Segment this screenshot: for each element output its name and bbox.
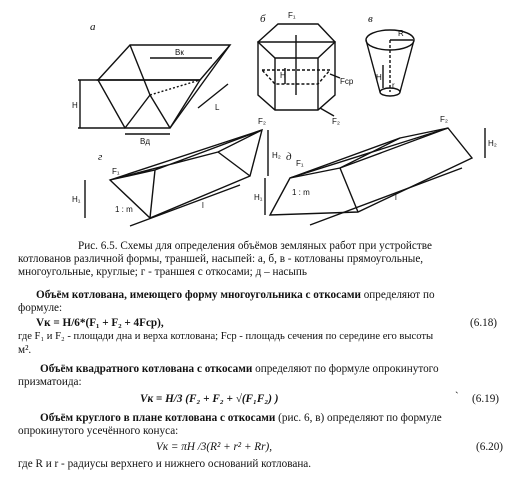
equation-6-18-number: (6.18) bbox=[470, 317, 498, 329]
dim-Bk: Bк bbox=[175, 48, 184, 57]
equation-6-18: Vк = H/6*(F₁ + F₂ + 4Fср), bbox=[36, 317, 164, 329]
dim-H-v: H bbox=[376, 73, 382, 82]
dim-Bd: Bд bbox=[140, 137, 151, 146]
fig-label-v: в bbox=[368, 13, 373, 25]
dim-F1-b: F₁ bbox=[288, 11, 296, 20]
caption-line-1: Рис. 6.5. Схемы для определения объёмов земляных работ при устройстве bbox=[78, 240, 432, 252]
caption-line-3: многоугольные, круглые; г - траншея с откосами; д – насыпь bbox=[18, 266, 307, 278]
paragraph-4 bbox=[40, 412, 442, 425]
dim-r: r bbox=[392, 81, 395, 90]
dim-H-b: H bbox=[280, 71, 286, 80]
paragraph-2-line-2: м². bbox=[18, 344, 32, 356]
dim-F1-d: F₁ bbox=[296, 159, 304, 168]
paragraph-1-rest: определяют по bbox=[360, 289, 435, 301]
dim-H2-g: H₂ bbox=[272, 151, 281, 160]
paragraph-4-bold: Объём круглого в плане котлована с откосами bbox=[40, 412, 276, 424]
paragraph-3-rest: определяют по формуле опрокинутого bbox=[252, 363, 439, 375]
paragraph-3 bbox=[40, 363, 439, 376]
dim-F1-g: F₁ bbox=[112, 167, 120, 176]
fig-label-g: г bbox=[98, 151, 103, 163]
equation-6-19-number: (6.19) bbox=[472, 393, 500, 405]
paragraph-3-line-2: призматоида: bbox=[18, 376, 82, 388]
dim-l-g: l bbox=[202, 201, 204, 210]
paragraph-4-line-2: опрокинутого усечённого конуса: bbox=[18, 425, 179, 437]
dim-H1-g: H₁ bbox=[72, 195, 81, 204]
paragraph-2: где F₁ и F₂ - площади дна и верха котлована; Fср - площадь сечения по середине его высоты bbox=[18, 331, 434, 342]
fig-label-d: д bbox=[286, 151, 292, 163]
dim-Fcp: Fср bbox=[340, 77, 354, 86]
paragraph-1-bold: Объём котлована, имеющего форму многоугольника с откосами bbox=[36, 289, 361, 301]
equation-6-20-number: (6.20) bbox=[476, 441, 504, 453]
caption-line-2: котлованов различной формы, траншей, насыпей: а, б, в - котлованы прямоугольные, bbox=[18, 253, 424, 265]
paragraph-1 bbox=[36, 289, 435, 302]
paragraph-5: где R и r - радиусы верхнего и нижнего оснований котлована. bbox=[18, 458, 312, 470]
dim-F2-b: F₂ bbox=[332, 117, 340, 126]
equation-6-19: Vк = H/3 (F₂ + F₂ + √(F₁F₂) ) bbox=[140, 393, 279, 405]
equation-6-19-tick: ` bbox=[455, 391, 459, 403]
slope-d: 1 : m bbox=[292, 188, 310, 197]
dim-F2-g: F₂ bbox=[258, 117, 266, 126]
dim-L: L bbox=[215, 103, 220, 112]
fig-label-a: а bbox=[90, 21, 96, 33]
dim-F2-d: F₂ bbox=[440, 115, 448, 124]
dim-H2-d: H₂ bbox=[488, 139, 497, 148]
dim-H-a: H bbox=[72, 101, 78, 110]
dim-l-d: l bbox=[395, 193, 397, 202]
slope-g: 1 : m bbox=[115, 205, 133, 214]
dim-R: R bbox=[398, 29, 404, 38]
paragraph-1-line-2: формуле: bbox=[18, 302, 63, 314]
paragraph-4-rest: (рис. 6, в) определяют по формуле bbox=[275, 412, 442, 424]
equation-6-20: Vк = πH /3(R² + r² + Rr), bbox=[156, 441, 273, 453]
fig-label-b: б bbox=[260, 13, 266, 25]
dim-H1-d: H₁ bbox=[254, 193, 263, 202]
paragraph-3-bold: Объём квадратного котлована с откосами bbox=[40, 363, 253, 375]
